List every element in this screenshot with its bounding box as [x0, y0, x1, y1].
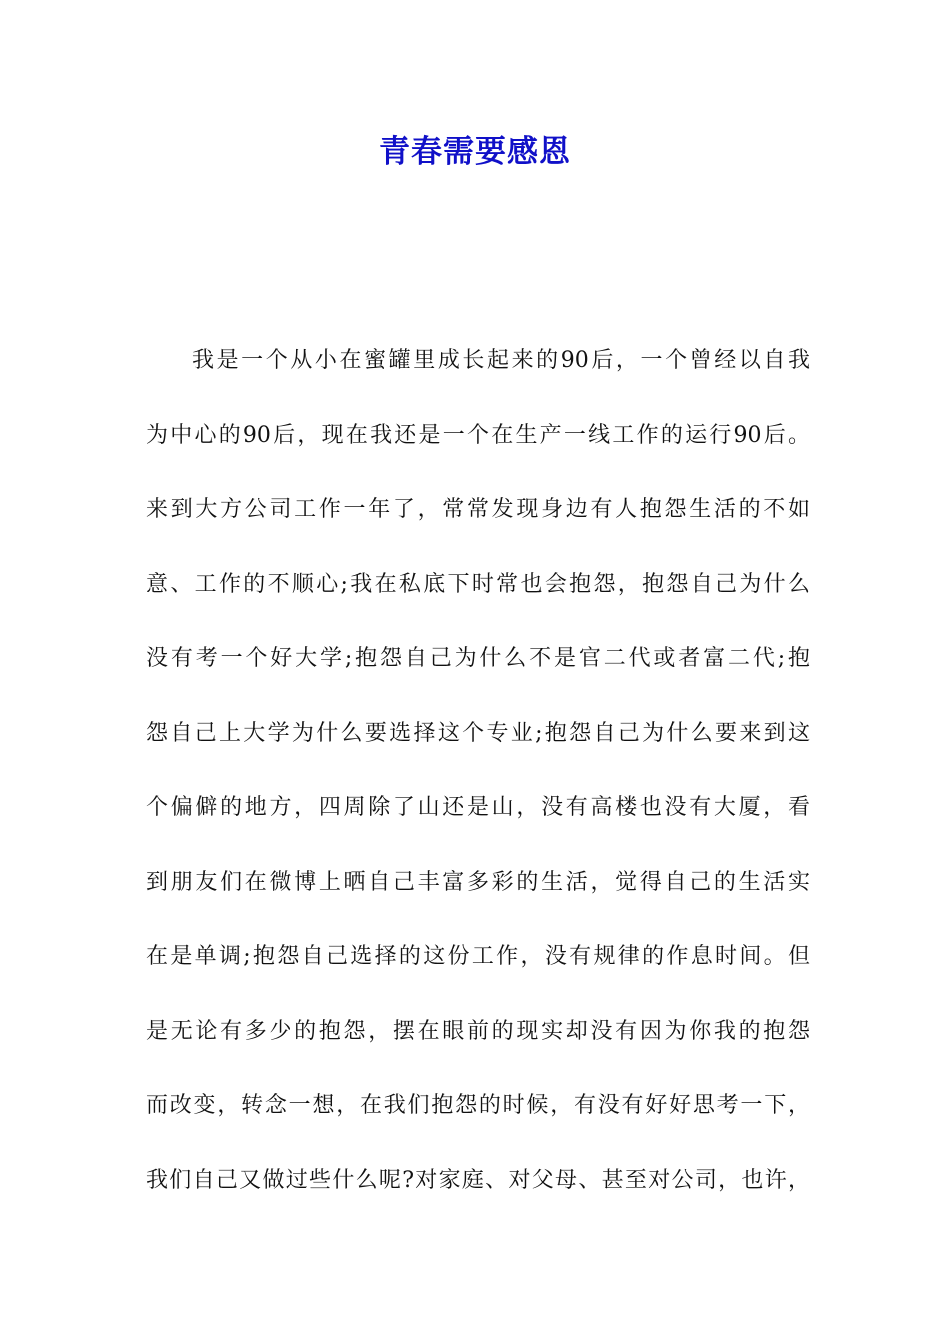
- text-line: 在是单调;抱怨自己选择的这份工作，没有规律的作息时间。但: [146, 944, 810, 969]
- document-title: 青春需要感恩: [379, 134, 571, 170]
- text-line: 没有考一个好大学;抱怨自己为什么不是官二代或者富二代;抱: [146, 646, 810, 671]
- text-line: 个偏僻的地方，四周除了山还是山，没有高楼也没有大厦，看: [146, 795, 810, 820]
- text-line: 是无论有多少的抱怨，摆在眼前的现实却没有因为你我的抱怨: [146, 1018, 810, 1044]
- body-paragraph: [146, 335, 810, 1229]
- text-line: 我是一个从小在蜜罐里成长起来的90后，一个曾经以自我: [192, 348, 810, 373]
- text-line: 为中心的90后，现在我还是一个在生产一线工作的运行90后。: [146, 422, 810, 448]
- text-line: 到朋友们在微博上晒自己丰富多彩的生活，觉得自己的生活实: [146, 869, 810, 895]
- text-line: 来到大方公司工作一年了，常常发现身边有人抱怨生活的不如: [146, 497, 810, 522]
- text-line: 怨自己上大学为什么要选择这个专业;抱怨自己为什么要来到这: [146, 720, 810, 746]
- text-line: 意、工作的不顺心;我在私底下时常也会抱怨，抱怨自己为什么: [146, 571, 810, 597]
- text-line: 而改变，转念一想，在我们抱怨的时候，有没有好好思考一下，: [146, 1093, 810, 1118]
- text-line: 我们自己又做过些什么呢?对家庭、对父母、甚至对公司，也许，: [146, 1167, 810, 1193]
